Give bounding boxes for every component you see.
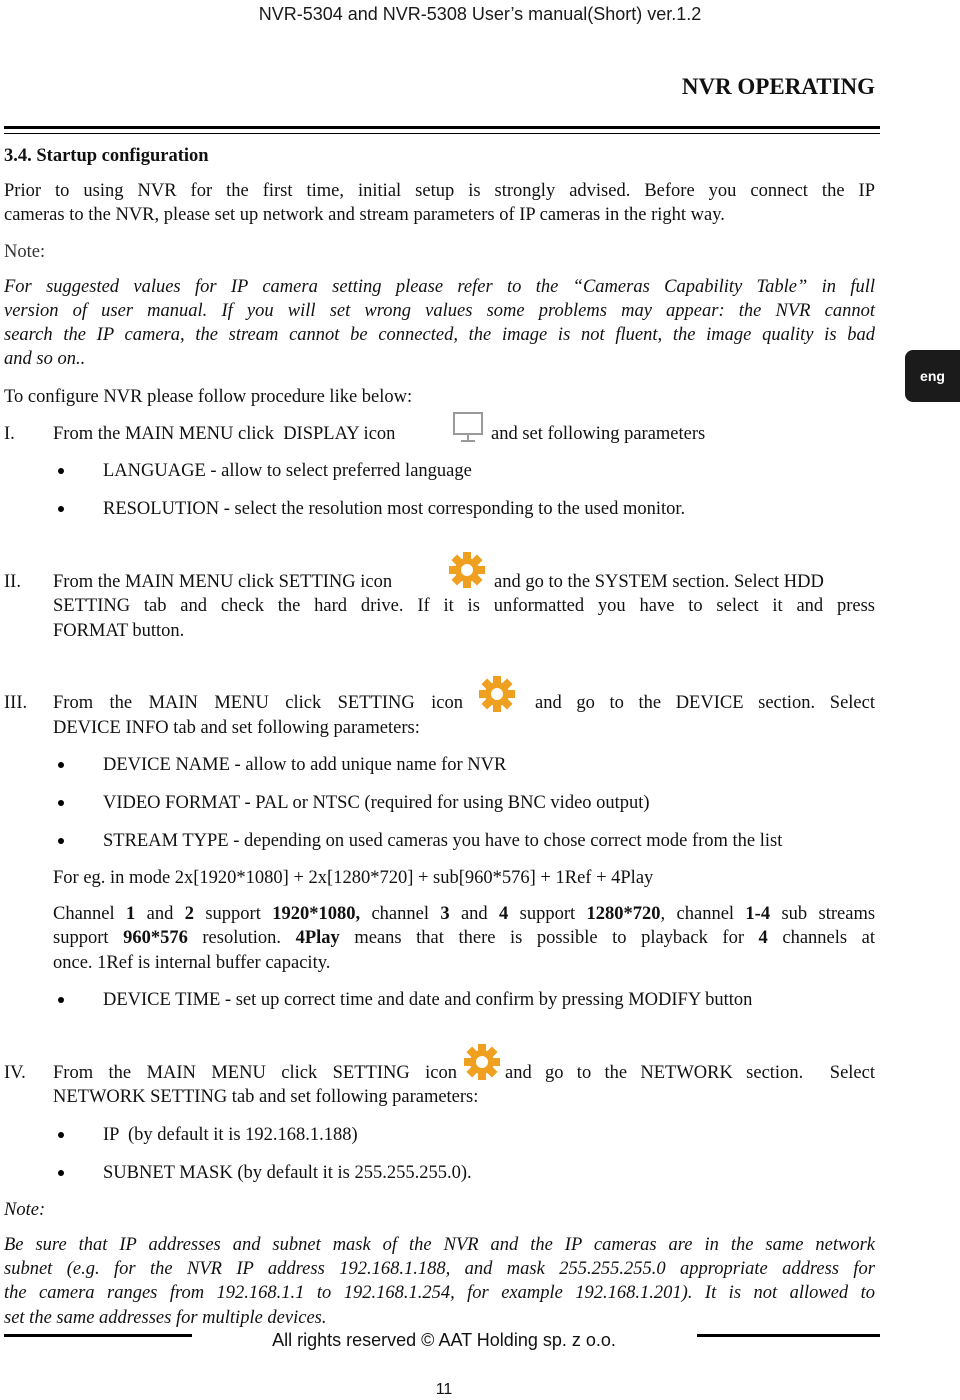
bullet-dot [58, 468, 64, 474]
section-heading: 3.4. Startup configuration [4, 146, 209, 166]
display-monitor-icon [452, 410, 486, 444]
setting-gear-icon [447, 550, 487, 590]
step-4-line-2: NETWORK SETTING tab and set following parameters: [53, 1087, 479, 1107]
note-line-2: version of user manual. If you will set wrong values some problems may appear: the NVR cannot [4, 301, 875, 321]
bullet-language: LANGUAGE - allow to select preferred language [103, 461, 472, 481]
bullet-dot [58, 762, 64, 768]
bullet-device-name: DEVICE NAME - allow to add unique name for NVR [103, 755, 507, 775]
step-2-line-1b: and go to the SYSTEM section. Select HDD [494, 572, 824, 592]
setting-gear-icon [462, 1042, 502, 1082]
note-line-3: search the IP camera, the stream cannot be connected, the image is not fluent, the image quality is bad [4, 325, 875, 345]
bullet-video-format: VIDEO FORMAT - PAL or NTSC (required for using BNC video output) [103, 793, 650, 813]
intro-line-1: Prior to using NVR for the first time, initial setup is strongly advised. Before you connect the IP [4, 181, 875, 201]
channel-line-1: Channel 1 and 2 support 1920*1080, channel 3 and 4 support 1280*720, channel 1-4 sub streams [53, 904, 876, 924]
document-header: NVR-5304 and NVR-5308 User’s manual(Short) ver.1.2 [258, 4, 702, 24]
setting-gear-icon [477, 674, 517, 714]
page-number: 11 [435, 1381, 453, 1398]
step-1-text-cont: and set following parameters [491, 424, 706, 444]
step-3-line-1b: and go to the DEVICE section. Select [535, 693, 875, 713]
header-rule-bottom [4, 133, 880, 134]
step-4-line-1b: and go to the NETWORK section. Select [505, 1063, 875, 1083]
note-line-4: and so on.. [4, 349, 86, 369]
bullet-resolution: RESOLUTION - select the resolution most corresponding to the used monitor. [103, 499, 686, 519]
step-1-number: I. [4, 424, 15, 444]
note-label: Note: [4, 242, 46, 262]
note-2-line-2: subnet (e.g. for the NVR IP address 192.168.1.188, and mask 255.255.255.0 appropriate address for [4, 1259, 875, 1279]
stream-example: For eg. in mode 2x[1920*1080] + 2x[1280*720] + sub[960*576] + 1Ref + 4Play [53, 868, 654, 888]
step-1-text: From the MAIN MENU click DISPLAY icon [53, 424, 396, 444]
bullet-device-time: DEVICE TIME - set up correct time and date and confirm by pressing MODIFY button [103, 990, 753, 1010]
intro-line-2: cameras to the NVR, please set up network and stream parameters of IP cameras in the right way. [4, 205, 725, 225]
bullet-dot [58, 997, 64, 1003]
bullet-subnet-mask: SUBNET MASK (by default it is 255.255.255.0). [103, 1163, 472, 1183]
note-2-line-3: the camera ranges from 192.168.1.1 to 192.168.1.254, for example 192.168.1.201). It is not allowed to [4, 1283, 875, 1303]
bullet-stream-type: STREAM TYPE - depending on used cameras you have to chose correct mode from the list [103, 831, 783, 851]
step-3-number: III. [4, 693, 28, 713]
section-title: NVR OPERATING [681, 74, 875, 99]
step-2-number: II. [4, 572, 21, 592]
step-3-line-2: DEVICE INFO tab and set following parameters: [53, 718, 420, 738]
note-2-line-1: Be sure that IP addresses and subnet mask of the NVR and the IP cameras are in the same network [4, 1235, 875, 1255]
bullet-dot [58, 838, 64, 844]
note-line-1: For suggested values for IP camera setting please refer to the “Cameras Capability Table” in full [4, 277, 875, 297]
bullet-dot [58, 1132, 64, 1138]
step-4-number: IV. [4, 1063, 26, 1083]
channel-line-3: once. 1Ref is internal buffer capacity. [53, 953, 331, 973]
language-tab: eng [905, 350, 960, 402]
procedure-intro: To configure NVR please follow procedure like below: [4, 387, 413, 407]
footer-rights: All rights reserved © AAT Holding sp. z o.o. [272, 1330, 616, 1350]
step-3-line-1a: From the MAIN MENU click SETTING icon [53, 693, 463, 713]
header-rule-top [4, 126, 880, 129]
channel-line-2: support 960*576 resolution. 4Play means that there is possible to playback for 4 channels at [53, 928, 875, 948]
step-2-line-3: FORMAT button. [53, 621, 185, 641]
bullet-dot [58, 506, 64, 512]
step-2-line-2: SETTING tab and check the hard drive. If it is unformatted you have to select it and press [53, 596, 875, 616]
footer-rule-right [697, 1334, 880, 1337]
step-4-line-1a: From the MAIN MENU click SETTING icon [53, 1063, 457, 1083]
bullet-dot [58, 800, 64, 806]
bullet-dot [58, 1170, 64, 1176]
note-2-label: Note: [4, 1200, 46, 1220]
step-2-line-1a: From the MAIN MENU click SETTING icon [53, 572, 393, 592]
bullet-ip: IP (by default it is 192.168.1.188) [103, 1125, 358, 1145]
note-2-line-4: set the same addresses for multiple devices. [4, 1308, 327, 1328]
